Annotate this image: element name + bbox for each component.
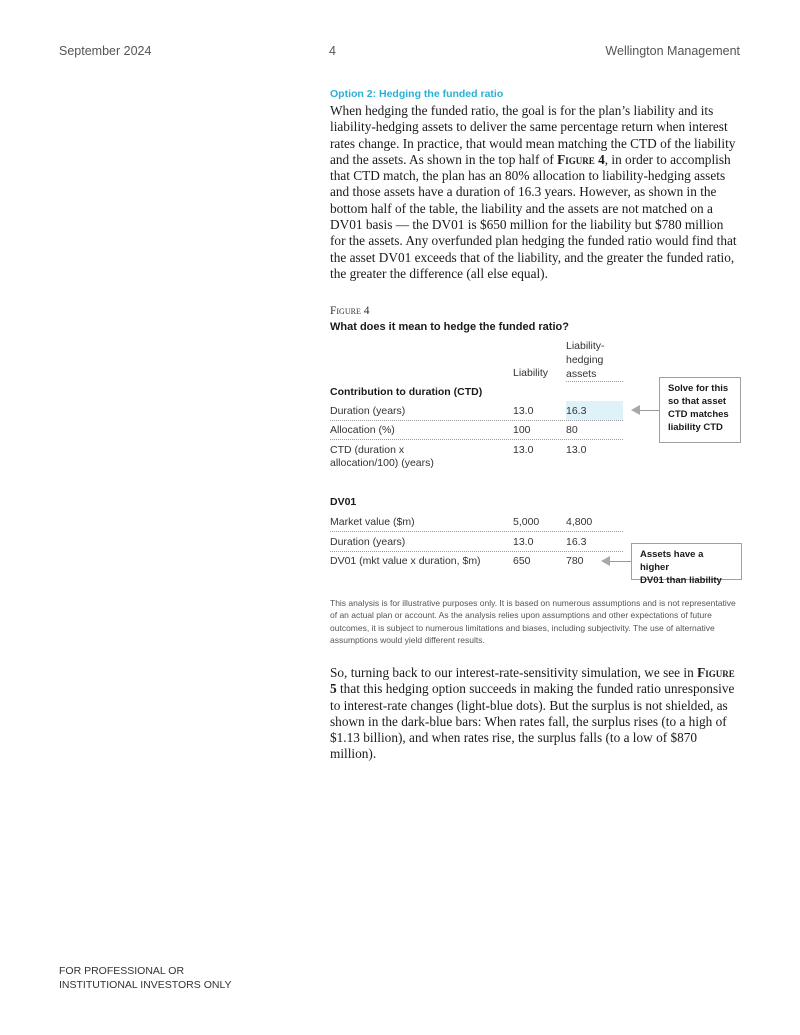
figure-disclaimer: This analysis is for illustrative purposes only. It is based on numerous assumptions and is not representative of an actual plan or account. As the analysis relies upon assumptions and other expectations of future outcomes, it is subject to numerous limitations and biases, including subjectivity. The use of alternative assumptions would yield different results. xyxy=(330,598,736,646)
column-header-assets xyxy=(566,339,605,381)
paragraph-1-text-a: When hedging the funded ratio, the goal is for the plan’s liability and its liability-hedging assets to deliver the same percentage return when interest rates change. In practice, that would mean matching the CTD of the liability and the assets. As shown in the top half of xyxy=(330,103,736,167)
ctd-row-allocation-label: Allocation (%) xyxy=(330,424,395,436)
dv01-row-dv01-assets: 780 xyxy=(566,555,584,567)
dv01-callout-line-1: Assets have a higher xyxy=(640,549,704,573)
ctd-callout-line-1: Solve for this xyxy=(668,383,729,394)
ctd-callout-line-2: so that asset xyxy=(668,396,727,407)
body-paragraph-1 xyxy=(330,103,740,282)
column-header-assets-line-3: assets xyxy=(566,368,597,380)
header-divider xyxy=(566,381,623,382)
ctd-row-allocation-liability: 100 xyxy=(513,424,531,436)
ctd-row-allocation-assets: 80 xyxy=(566,424,578,436)
paragraph-1-text-b: , in order to accomplish that CTD match, the plan has an 80% allocation to liability-hedging assets and those assets have a duration of 16.3 years. However, as shown in the bottom half of the table, the liability and the assets are not matched on a DV01 basis — the DV01 is $650 million for the liability but $780 million for the assets. Any overfunded plan hedging the funded ratio would find that the asset DV01 exceeds that of the liability, and the greater the funded ratio, the greater the difference (all else equal). xyxy=(330,151,737,281)
dv01-row-duration-assets: 16.3 xyxy=(566,536,587,548)
ctd-row-ctd-label xyxy=(330,444,434,470)
dv01-row-market-value-assets: 4,800 xyxy=(566,516,593,528)
ctd-callout-line-4: liability CTD xyxy=(668,422,723,433)
figure-5-reference[interactable]: Figure 5 xyxy=(330,665,735,697)
header-company: Wellington Management xyxy=(605,44,740,58)
dv01-callout xyxy=(631,543,742,586)
ctd-row-ctd-assets: 13.0 xyxy=(566,444,587,456)
dv01-section-heading: DV01 xyxy=(330,496,357,508)
row-divider xyxy=(330,551,623,552)
ctd-row-duration-assets: 16.3 xyxy=(566,405,587,417)
ctd-row-duration-liability: 13.0 xyxy=(513,405,534,417)
column-header-assets-line-1: Liability- xyxy=(566,340,605,352)
section-heading: Option 2: Hedging the funded ratio xyxy=(330,88,504,100)
figure-4-reference[interactable]: Figure 4 xyxy=(557,151,605,167)
row-divider xyxy=(330,420,623,421)
ctd-row-duration-label: Duration (years) xyxy=(330,405,406,417)
dv01-row-market-value-liability: 5,000 xyxy=(513,516,540,528)
dv01-row-market-value-label: Market value ($m) xyxy=(330,516,415,528)
column-header-assets-line-2: hedging xyxy=(566,354,604,366)
ctd-section-heading: Contribution to duration (CTD) xyxy=(330,386,483,398)
footer-notice xyxy=(59,964,232,992)
paragraph-2-text-b: that this hedging option succeeds in making the funded ratio unresponsive to interest-rate changes (light-blue dots). But the surplus is not shielded, as shown in the dark-blue bars: When rates fall, the surplus rises (to a high of $1.13 billion), and when rates rise, the surplus falls (to a low of $870 million). xyxy=(330,681,735,762)
ctd-row-ctd-label-line-2: allocation/100) (years) xyxy=(330,457,434,469)
figure-title: What does it mean to hedge the funded ratio? xyxy=(330,321,569,333)
callout-arrow-left-icon xyxy=(601,556,610,566)
dv01-row-duration-liability: 13.0 xyxy=(513,536,534,548)
footer-line-2: INSTITUTIONAL INVESTORS ONLY xyxy=(59,979,232,991)
callout-arrow-left-icon xyxy=(631,405,640,415)
ctd-row-ctd-liability: 13.0 xyxy=(513,444,534,456)
paragraph-2-text-a: So, turning back to our interest-rate-sensitivity simulation, we see in xyxy=(330,665,698,680)
dv01-row-dv01-label: DV01 (mkt value x duration, $m) xyxy=(330,555,481,567)
body-paragraph-2 xyxy=(330,665,740,763)
row-divider xyxy=(330,531,623,532)
ctd-callout xyxy=(659,377,741,443)
ctd-callout-line-3: CTD matches xyxy=(668,409,729,420)
callout-arrow-line xyxy=(640,410,659,411)
callout-arrow-line xyxy=(610,561,631,562)
column-header-liability: Liability xyxy=(513,367,549,379)
dv01-callout-line-2: DV01 than liability xyxy=(640,575,722,586)
footer-line-1: FOR PROFESSIONAL OR xyxy=(59,965,185,977)
page-number: 4 xyxy=(329,44,336,58)
ctd-row-ctd-label-line-1: CTD (duration x xyxy=(330,444,405,456)
row-divider xyxy=(330,439,623,440)
figure-label: Figure 4 xyxy=(330,305,370,317)
dv01-row-dv01-liability: 650 xyxy=(513,555,531,567)
header-date: September 2024 xyxy=(59,44,152,58)
dv01-row-duration-label: Duration (years) xyxy=(330,536,406,548)
